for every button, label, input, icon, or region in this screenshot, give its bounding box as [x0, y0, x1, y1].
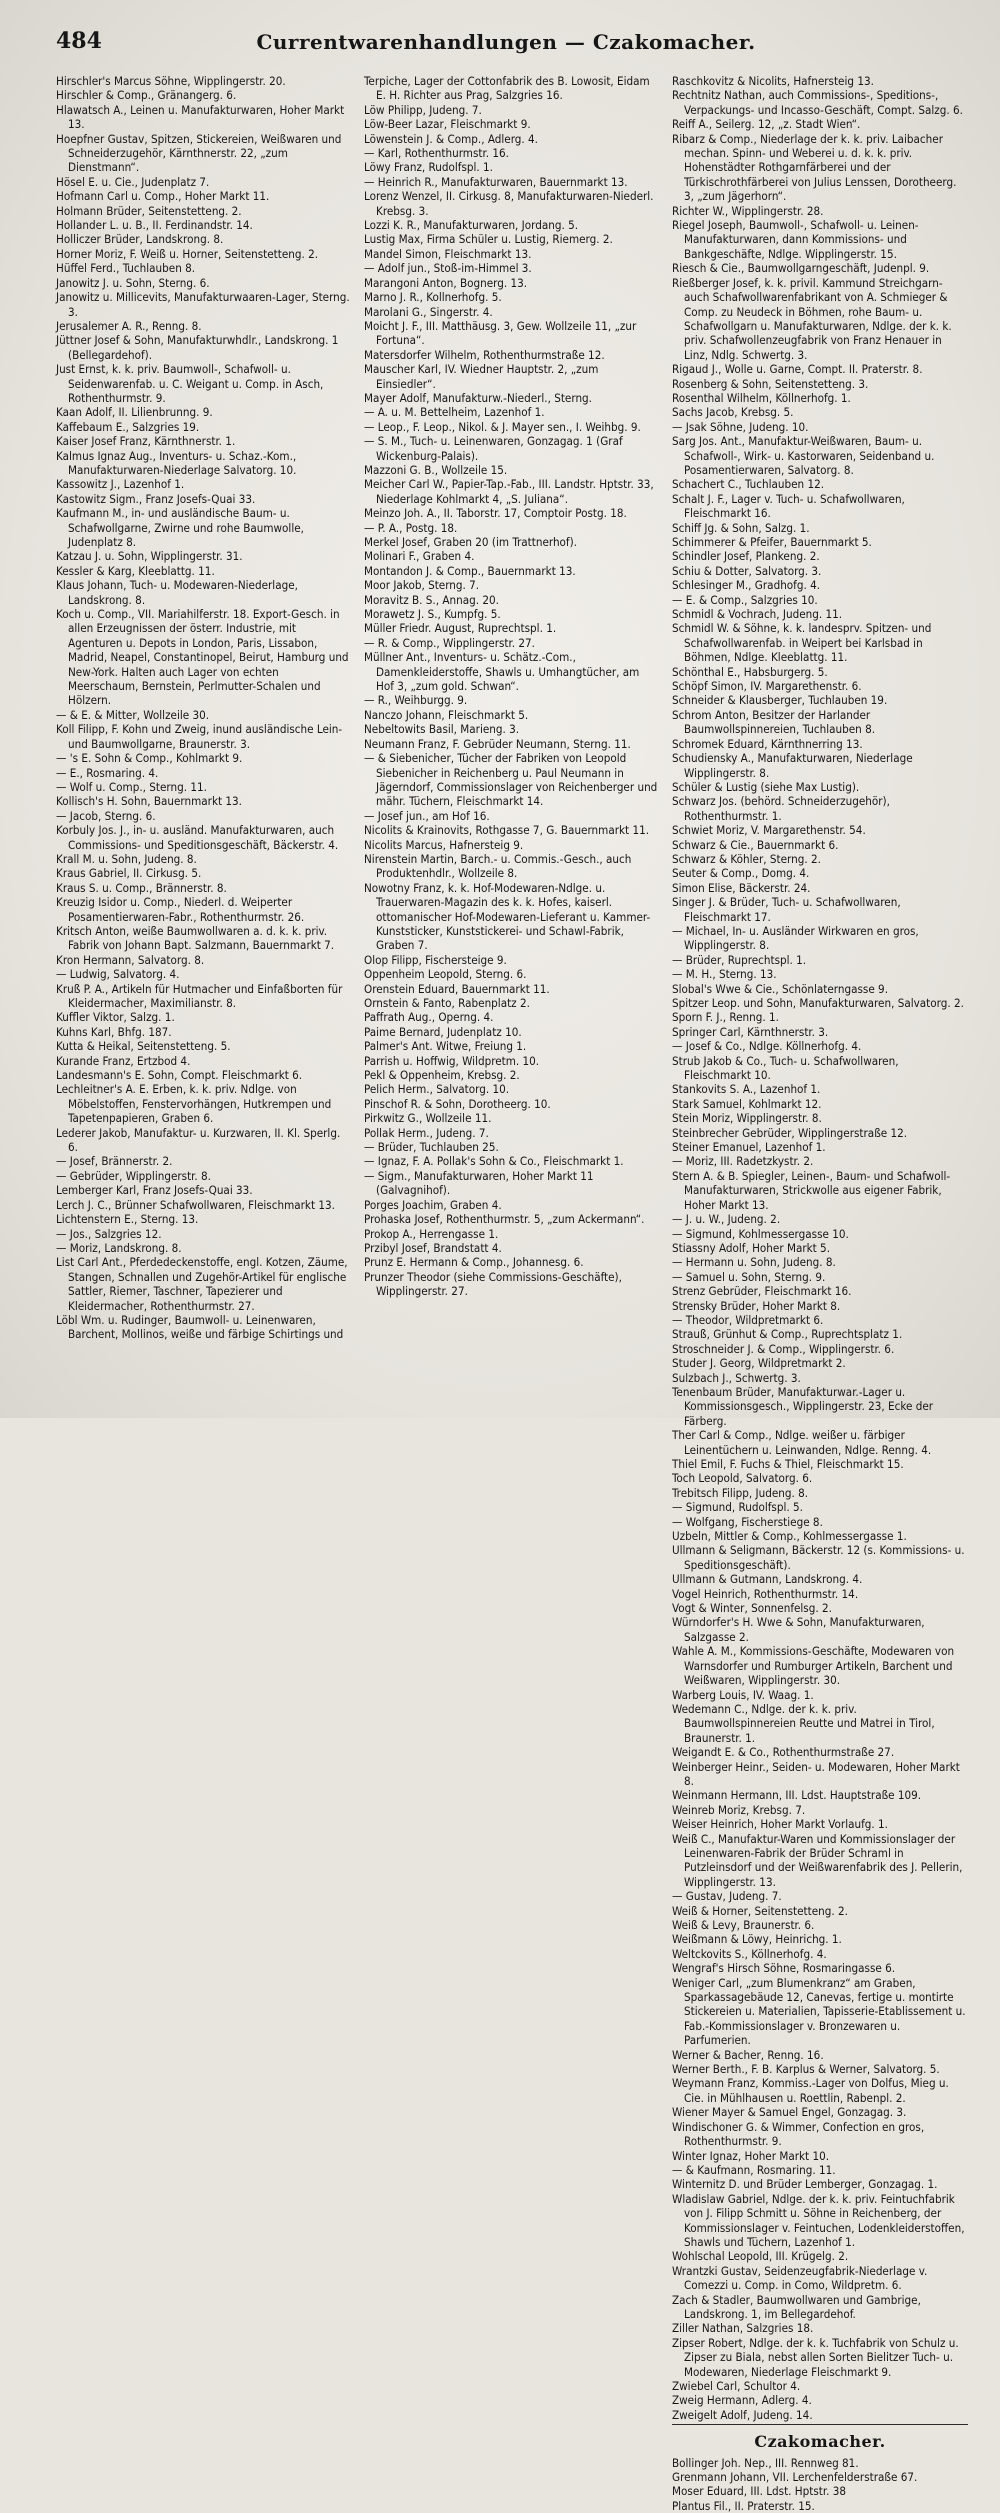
directory-entry: — Gustav, Judeng. 7.	[672, 1889, 782, 1904]
directory-entry: Schudiensky A., Manufakturwaren, Niederlage Wipplingerstr. 8.	[672, 751, 913, 780]
directory-entry: Schüler & Lustig (siehe Max Lustig).	[672, 779, 860, 794]
directory-entry: — & Kaufmann, Rosmaring. 11.	[672, 2162, 836, 2177]
directory-entry: Krall M. u. Sohn, Judeng. 8.	[56, 851, 197, 866]
directory-entry: Jerusalemer A. R., Renng. 8.	[56, 318, 202, 333]
directory-entry: Weinmann Hermann, III. Ldst. Hauptstraße 109.	[672, 1788, 922, 1803]
directory-entry: — R. & Comp., Wipplingerstr. 27.	[364, 635, 535, 650]
directory-entry: Mazzoni G. B., Wollzeile 15.	[364, 462, 508, 477]
directory-entry: Koll Filipp, F. Kohn und Zweig, inund ausländische Lein- und Baumwollgarne, Braunerstr. 3.	[56, 722, 343, 751]
directory-entry: Holliczer Brüder, Landskrong. 8.	[56, 232, 224, 247]
directory-entry: — Sigm., Manufakturwaren, Hoher Markt 11 (Galvagnihof).	[364, 1168, 594, 1198]
directory-entry: Ullmann & Gutmann, Landskrong. 4.	[672, 1572, 863, 1587]
directory-entry: Ziller Nathan, Salzgries 18.	[672, 2321, 814, 2336]
directory-entry: Kessler & Karg, Kleeblattg. 11.	[56, 563, 215, 578]
directory-entry: Sachs Jacob, Krebsg. 5.	[672, 405, 794, 420]
directory-entry: Weiß & Levy, Braunerstr. 6.	[672, 1918, 815, 1932]
directory-entry: Schindler Josef, Plankeng. 2.	[672, 549, 820, 564]
directory-entry: Kastowitz Sigm., Franz Josefs-Quai 33.	[56, 491, 256, 506]
directory-entry: Kreuzig Isidor u. Comp., Niederl. d. Weiperter Posamentierwaren-Fabr., Rothenthurmstr. 26.	[56, 895, 305, 924]
directory-entry: Nowotny Franz, k. k. Hof-Modewaren-Ndlge. u. Trauerwaren-Magazin des k. k. Hofes, kaiserl. ottomanischer Hof-Modewaren-Lieferant u. Kammer-Kunststicker, Kunststickerei- und Schawl-Fabrik, Graben 7.	[364, 880, 651, 953]
directory-entry: Hirschler & Comp., Gränangerg. 6.	[56, 88, 237, 103]
directory-entry: Vogel Heinrich, Rothenthurmstr. 14.	[672, 1586, 859, 1601]
directory-entry: Korbuly Jos. J., in- u. ausländ. Manufakturwaren, auch Commissions- und Speditionsgeschäft, Bäckerstr. 4.	[56, 823, 339, 852]
directory-entry: Kraus Gabriel, II. Cirkusg. 5.	[56, 866, 202, 881]
directory-entry: Stern A. & B. Spiegler, Leinen-, Baum- und Schafwoll-Manufakturwaren, Strickwolle aus eigener Fabrik, Hoher Markt 13.	[672, 1168, 951, 1212]
directory-entry: Marolani G., Singerstr. 4.	[364, 304, 493, 319]
directory-entry: Weigandt E. & Co., Rothenthurmstraße 27.	[672, 1745, 895, 1760]
directory-entry: Klaus Johann, Tuch- u. Modewaren-Niederlage, Landskrong. 8.	[56, 578, 298, 607]
directory-entry: Merkel Josef, Graben 20 (im Trattnerhof).	[364, 535, 577, 549]
directory-entry: Nanczo Johann, Fleischmarkt 5.	[364, 707, 529, 722]
directory-entry: Wahle A. M., Kommissions-Geschäfte, Modewaren von Warnsdorfer und Rumburger Artikeln, Barchent und Weißwaren, Wipplingerstr. 30.	[672, 1644, 955, 1688]
directory-entry: Terpiche, Lager der Cottonfabrik des B. Lowosit, Eidam E. H. Richter aus Prag, Salzgries 16.	[364, 74, 650, 103]
directory-entry: Richter W., Wipplingerstr. 28.	[672, 203, 824, 218]
directory-entry: Thiel Emil, F. Fuchs & Thiel, Fleischmarkt 15.	[672, 1457, 904, 1471]
directory-entry: Müller Friedr. August, Ruprechtspl. 1.	[364, 621, 557, 636]
directory-entry: Meicher Carl W., Papier-Tap.-Fab., III. Landstr. Hptstr. 33, Niederlage Kohlmarkt 4, „S. Juliana“.	[364, 477, 654, 506]
directory-entry: Bollinger Joh. Nep., III. Rennweg 81.	[672, 2455, 859, 2470]
directory-entry: Wladislaw Gabriel, Ndlge. der k. k. priv. Feintuchfabrik von J. Filipp Schmitt u. Söhne in Reichenberg, der Kommissionslager v. Feintuchen, Lodenkleiderstoffen, Shawls und Tüchern, Lazenhof 1.	[672, 2191, 965, 2249]
directory-entry: Löw-Beer Lazar, Fleischmarkt 9.	[364, 117, 531, 132]
directory-entry: Kaufmann M., in- und ausländische Baum- u. Schafwollgarne, Zwirne und rohe Baumwolle, Judenplatz 8.	[56, 506, 304, 549]
directory-entry: Landesmann's E. Sohn, Compt. Fleischmarkt 6.	[56, 1068, 303, 1083]
directory-entry: Hüffel Ferd., Tuchlauben 8.	[56, 261, 196, 276]
directory-entry: Riesch & Cie., Baumwollgarngeschäft, Judenpl. 9.	[672, 261, 930, 276]
directory-entry: Schmidl & Vochrach, Judeng. 11.	[672, 607, 843, 622]
directory-entry: Palmer's Ant. Witwe, Freiung 1.	[364, 1039, 527, 1054]
directory-entry: Schmidl W. & Söhne, k. k. landesprv. Spitzen- und Schafwollwarenfab. in Weipert bei Karlsbad in Böhmen, Ndlge. Kleeblattg. 11.	[672, 621, 932, 665]
directory-entry: Schrom Anton, Besitzer der Harlander Baumwollspinnereien, Tuchlauben 8.	[672, 707, 876, 737]
directory-entry: Singer J. & Brüder, Tuch- u. Schafwollwaren, Fleischmarkt 17.	[672, 895, 901, 924]
directory-entry: Stankovits S. A., Lazenhof 1.	[672, 1082, 821, 1097]
directory-entry: Löbl Wm. u. Rudinger, Baumwoll- u. Leinenwaren, Barchent, Mollinos, weiße und färbige Schirtings und	[56, 1312, 344, 1342]
directory-entry: Studer J. Georg, Wildpretmarkt 2.	[672, 1356, 846, 1371]
directory-entry: — Brüder, Ruprechtspl. 1.	[672, 952, 807, 967]
directory-entry: — Moriz, III. Radetzkystr. 2.	[672, 1154, 814, 1169]
directory-entry: Slobal's Wwe & Cie., Schönlaterngasse 9.	[672, 981, 889, 996]
directory-entry: Strenz Gebrüder, Fleischmarkt 16.	[672, 1284, 852, 1299]
directory-entry: Wohlschal Leopold, III. Krügelg. 2.	[672, 2249, 849, 2264]
directory-columns	[56, 74, 968, 2513]
directory-entry: Löw Philipp, Judeng. 7.	[364, 102, 482, 117]
directory-entry: Lorenz Wenzel, II. Cirkusg. 8, Manufakturwaren-Niederl. Krebsg. 3.	[364, 189, 654, 218]
directory-entry: Windischoner G. & Wimmer, Confection en gros, Rothenthurmstr. 9.	[672, 2119, 925, 2149]
directory-entry: — S. M., Tuch- u. Leinenwaren, Gonzagag. 1 (Graf Wickenburg-Palais).	[364, 434, 623, 463]
directory-entry: Uzbeln, Mittler & Comp., Kohlmessergasse 1.	[672, 1529, 907, 1544]
directory-entry: Rießberger Josef, k. k. privil. Kammund Streichgarn- auch Schafwollwarenfabrikant von A. Schmieger & Comp. zu Neudeck in Böhmen, rohe Baum- u. Schafwollgarn u. Manufakturwaren, Ndlge. der k. k. priv. Schafwollenzeugfabrik von Franz Henauer in Linz, Ndlg. Schwertg. 3.	[672, 275, 952, 362]
directory-entry: — Josef jun., am Hof 16.	[364, 808, 490, 823]
directory-entry: Müllner Ant., Inventurs- u. Schätz.-Com., Damenkleiderstoffe, Shawls u. Umhangtücher, am Hof 3, „zum gold. Schwan“.	[364, 650, 640, 694]
directory-entry: Molinari F., Graben 4.	[364, 549, 475, 564]
directory-entry: Schwarz & Köhler, Sterng. 2.	[672, 851, 821, 866]
directory-entry: Kritsch Anton, weiße Baumwollwaren a. d. k. k. priv. Fabrik von Johann Bapt. Salzmann, Bauernmarkt 7.	[56, 923, 335, 953]
column-1	[56, 74, 352, 1394]
directory-entry: Riegel Joseph, Baumwoll-, Schafwoll- u. Leinen-Manufakturwaren, dann Kommissions- und Bankgeschäfte, Ndlge. Wipplingerstr. 15.	[672, 218, 919, 261]
directory-entry: Sulzbach J., Schwertg. 3.	[672, 1370, 801, 1385]
directory-entry: Zach & Stadler, Baumwollwaren und Gambrige, Landskrong. 1, im Bellegardehof.	[672, 2292, 921, 2321]
directory-entry: Lerch J. C., Brünner Schafwollwaren, Fleischmarkt 13.	[56, 1197, 335, 1212]
directory-entry: Oppenheim Leopold, Sterng. 6.	[364, 967, 527, 982]
directory-entry: Kraus S. u. Comp., Brännerstr. 8.	[56, 880, 227, 895]
directory-entry: Janowitz J. u. Sohn, Sterng. 6.	[56, 275, 210, 290]
directory-entry: Paffrath Aug., Operng. 4.	[364, 1010, 494, 1025]
directory-entry: Olop Filipp, Fischersteige 9.	[364, 952, 507, 967]
directory-entry: Warberg Louis, IV. Waag. 1.	[672, 1687, 814, 1702]
directory-entry: Springer Carl, Kärnthnerstr. 3.	[672, 1024, 829, 1039]
directory-entry: Tenenbaum Brüder, Manufakturwar.-Lager u. Kommissionsgesch., Wipplingerstr. 23, Ecke der Färberg.	[672, 1384, 934, 1428]
directory-entry: Prokop A., Herrengasse 1.	[364, 1226, 499, 1241]
directory-entry: Kollisch's H. Sohn, Bauernmarkt 13.	[56, 794, 242, 809]
directory-entry: Prunz E. Hermann & Comp., Johannesg. 6.	[364, 1255, 584, 1270]
directory-entry: Schimmerer & Pfeifer, Bauernmarkt 5.	[672, 535, 872, 549]
directory-entry: Weißmann & Löwy, Heinrichg. 1.	[672, 1932, 842, 1947]
directory-entry: Rigaud J., Wolle u. Garne, Compt. II. Praterstr. 8.	[672, 362, 923, 377]
directory-entry: Just Ernst, k. k. priv. Baumwoll-, Schafwoll- u. Seidenwarenfab. u. C. Weigant u. Comp. in Asch, Rothenthurmstr. 9.	[56, 362, 324, 405]
directory-entry: Zweigelt Adolf, Judeng. 14.	[672, 2407, 813, 2422]
directory-entry: Moravitz B. S., Annag. 20.	[364, 592, 499, 607]
directory-entry: Strub Jakob & Co., Tuch- u. Schafwollwaren, Fleischmarkt 10.	[672, 1053, 899, 1083]
directory-entry: Nicolits & Krainovits, Rothgasse 7, G. Bauernmarkt 11.	[364, 823, 650, 838]
directory-entry: — Adolf jun., Stoß-im-Himmel 3.	[364, 261, 532, 276]
directory-entry: Löwenstein J. & Comp., Adlerg. 4.	[364, 131, 538, 146]
directory-entry: Lichtenstern E., Sterng. 13.	[56, 1212, 199, 1227]
section-divider	[672, 2424, 968, 2425]
directory-entry: Neumann Franz, F. Gebrüder Neumann, Sterng. 11.	[364, 736, 631, 751]
directory-entry: Lustig Max, Firma Schüler u. Lustig, Riemerg. 2.	[364, 232, 613, 247]
directory-entry: Nicolits Marcus, Hafnersteig 9.	[364, 837, 524, 852]
directory-entry: Mayer Adolf, Manufakturw.-Niederl., Sterng.	[364, 390, 592, 405]
directory-entry: Löwy Franz, Rudolfspl. 1.	[364, 160, 493, 175]
directory-entry: — M. H., Sterng. 13.	[672, 967, 777, 982]
directory-entry: Moser Eduard, III. Ldst. Hptstr. 38	[672, 2484, 846, 2499]
directory-entry: Horner Moriz, F. Weiß u. Horner, Seitenstetteng. 2.	[56, 246, 319, 261]
directory-entry: — Leop., F. Leop., Nikol. & J. Mayer sen., I. Weihbg. 9.	[364, 419, 641, 434]
directory-entry: Kuffler Viktor, Salzg. 1.	[56, 1010, 175, 1025]
directory-entry: Hollander L. u. B., II. Ferdinandstr. 14.	[56, 218, 253, 233]
directory-entry: — Michael, In- u. Ausländer Wirkwaren en gros, Wipplingerstr. 8.	[672, 923, 919, 953]
directory-entry: Koch u. Comp., VII. Mariahilferstr. 18. Export-Gesch. in allen Erzeugnissen der österr. Industrie, mit Agenturen u. Depots in London, Paris, Lissabon, Madrid, Neapel, Constantinopel, Beirut, Hamburg und New-York. Halten auch Lager von echten Meerschaum, Bernstein, Perlmutter-Schalen und Hölzern.	[56, 607, 349, 708]
directory-entry: Rosenthal Wilhelm, Köllnerhofg. 1.	[672, 390, 851, 405]
directory-entry: Parrish u. Hoffwig, Wildpretm. 10.	[364, 1053, 540, 1068]
directory-entry: Sarg Jos. Ant., Manufaktur-Weißwaren, Baum- u. Schafwoll-, Wirk- u. Kastorwaren, Seidenband u. Posamentierwaren, Salvatorg. 8.	[672, 434, 935, 477]
directory-entry: Pirkwitz G., Wollzeile 11.	[364, 1111, 492, 1126]
directory-entry: Hlawatsch A., Leinen u. Manufakturwaren, Hoher Markt 13.	[56, 102, 345, 132]
directory-entry: Ullmann & Seligmann, Bäckerstr. 12 (s. Kommissions- u. Speditionsgeschäft).	[672, 1543, 965, 1572]
directory-entry: Schachert C., Tuchlauben 12.	[672, 477, 825, 492]
directory-entry: Kaffebaum E., Salzgries 19.	[56, 419, 200, 434]
directory-entry: Kutta & Heikal, Seitenstetteng. 5.	[56, 1039, 231, 1054]
directory-entry: Katzau J. u. Sohn, Wipplingerstr. 31.	[56, 549, 243, 564]
directory-entry: Kassowitz J., Lazenhof 1.	[56, 477, 185, 492]
directory-entry: Kron Hermann, Salvatorg. 8.	[56, 952, 205, 967]
directory-entry: Marno J. R., Kollnerhofg. 5.	[364, 290, 502, 305]
directory-entry: Kaan Adolf, II. Lilienbrunng. 9.	[56, 405, 213, 420]
directory-entry: Wrantzki Gustav, Seidenzeugfabrik-Niederlage v. Comezzi u. Comp. in Como, Wildpretm. 6.	[672, 2263, 928, 2293]
directory-entry: Seuter & Comp., Domg. 4.	[672, 866, 810, 881]
directory-entry: Weltckovits S., Köllnerhofg. 4.	[672, 1946, 827, 1961]
directory-entry: — R., Weihburgg. 9.	[364, 693, 468, 708]
directory-entry: Schlesinger M., Gradhofg. 4.	[672, 578, 821, 593]
directory-entry: Jüttner Josef & Sohn, Manufakturwhdlr., Landskrong. 1 (Bellegardehof).	[56, 333, 339, 362]
directory-entry: Prunzer Theodor (siehe Commissions-Geschäfte), Wipplingerstr. 27.	[364, 1269, 622, 1299]
directory-entry: — Sigmund, Rudolfspl. 5.	[672, 1500, 803, 1515]
directory-entry: Ornstein & Fanto, Rabenplatz 2.	[364, 996, 530, 1010]
directory-entry: Morawetz J. S., Kumpfg. 5.	[364, 607, 501, 622]
page-header	[56, 28, 956, 62]
directory-entry: Schwarz & Cie., Bauernmarkt 6.	[672, 837, 839, 852]
directory-entry: Werner & Bacher, Renng. 16.	[672, 2047, 824, 2062]
directory-entry: Kurande Franz, Ertzbod 4.	[56, 1053, 191, 1068]
directory-entry: Mandel Simon, Fleischmarkt 13.	[364, 246, 532, 261]
directory-entry: Weinberger Heinr., Seiden- u. Modewaren, Hoher Markt 8.	[672, 1759, 960, 1788]
directory-entry: Werner Berth., F. B. Karplus & Werner, Salvatorg. 5.	[672, 2062, 940, 2077]
directory-entry: — J. u. W., Judeng. 2.	[672, 1212, 781, 1227]
directory-entry: Ther Carl & Comp., Ndlge. weißer u. färbiger Leinentüchern u. Leinwanden, Ndlge. Renng. 4.	[672, 1428, 932, 1457]
directory-entry: — Theodor, Wildpretmarkt 6.	[672, 1312, 824, 1327]
directory-entry: Zweig Hermann, Adlerg. 4.	[672, 2393, 812, 2408]
directory-entry: Steiner Emanuel, Lazenhof 1.	[672, 1140, 826, 1155]
directory-entry: Paime Bernard, Judenplatz 10.	[364, 1024, 522, 1039]
directory-entry: — A. u. M. Bettelheim, Lazenhof 1.	[364, 405, 545, 420]
directory-entry: Raschkovitz & Nicolits, Hafnersteig 13.	[672, 74, 874, 88]
directory-entry: Prohaska Josef, Rothenthurmstr. 5, „zum Ackermann“.	[364, 1212, 645, 1227]
section-heading: Czakomacher.	[754, 2432, 886, 2452]
directory-entry: Zwiebel Carl, Schultor 4.	[672, 2379, 801, 2393]
directory-entry: Montandon J. & Comp., Bauernmarkt 13.	[364, 563, 576, 578]
directory-entry: Wengraf's Hirsch Söhne, Rosmaringasse 6.	[672, 1961, 896, 1976]
directory-entry: — Samuel u. Sohn, Sterng. 9.	[672, 1269, 826, 1284]
directory-entry: Stroschneider J. & Comp., Wipplingerstr. 6.	[672, 1341, 895, 1356]
directory-entry: Weymann Franz, Kommiss.-Lager von Dolfus, Mieg u. Cie. in Mühlhausen u. Roettlin, Rabenpl. 2.	[672, 2076, 949, 2105]
directory-entry: — Wolf u. Comp., Sterng. 11.	[56, 779, 207, 794]
directory-entry: — Moriz, Landskrong. 8.	[56, 1240, 182, 1255]
directory-entry: Nebeltowits Basil, Marieng. 3.	[364, 722, 520, 737]
directory-entry: Pinschof R. & Sohn, Dorotheerg. 10.	[364, 1096, 551, 1111]
directory-entry: Trebitsch Filipp, Judeng. 8.	[672, 1485, 809, 1500]
directory-entry: List Carl Ant., Pferdedeckenstoffe, engl. Kotzen, Zäume, Stangen, Schnallen und Zugehör-Artikel für englische Sattler, Riemer, Taschner, Tapezierer und Kleidermacher, Rothenthurmstr. 27.	[56, 1255, 348, 1313]
directory-entry: Simon Elise, Bäckerstr. 24.	[672, 880, 811, 895]
directory-entry: Moor Jakob, Sterng. 7.	[364, 578, 480, 593]
directory-entry: Kaiser Josef Franz, Kärnthnerstr. 1.	[56, 434, 236, 449]
directory-entry: Mauscher Karl, IV. Wiedner Hauptstr. 2, „zum Einsiedler“.	[364, 362, 599, 391]
directory-entry: — & Siebenicher, Tücher der Fabriken von Leopold Siebenicher in Reichenberg u. Paul Neumann in Jägerndorf, Commissionslager von Reichenberger und mähr. Tüchern, Fleischmarkt 14.	[364, 751, 658, 809]
directory-entry: — Karl, Rothenthurmstr. 16.	[364, 146, 509, 161]
directory-entry: Stiassny Adolf, Hoher Markt 5.	[672, 1240, 831, 1255]
directory-entry: Plantus Fil., II. Praterstr. 15.	[672, 2498, 815, 2513]
directory-entry: Kuhns Karl, Bhfg. 187.	[56, 1024, 172, 1039]
directory-entry: Strensky Brüder, Hoher Markt 8.	[672, 1298, 841, 1313]
directory-entry: Rosenberg & Sohn, Seitenstetteng. 3.	[672, 376, 869, 391]
directory-entry: — Ignaz, F. A. Pollak's Sohn & Co., Fleischmarkt 1.	[364, 1154, 624, 1169]
directory-entry: Schiff Jg. & Sohn, Salzg. 1.	[672, 520, 810, 535]
directory-entry: — P. A., Postg. 18.	[364, 520, 458, 535]
directory-entry: — Wolfgang, Fischerstiege 8.	[672, 1514, 823, 1529]
directory-entry: Grenmann Johann, VII. Lerchenfelderstraße 67.	[672, 2470, 918, 2485]
directory-entry: — E. & Comp., Salzgries 10.	[672, 592, 818, 607]
directory-entry: — Gebrüder, Wipplingerstr. 8.	[56, 1168, 211, 1183]
column-2	[364, 74, 660, 1394]
directory-entry: Kruß P. A., Artikeln für Hutmacher und Einfaßborten für Kleidermacher, Maximilianstr. 8.	[56, 981, 343, 1010]
directory-entry: — Sigmund, Kohlmessergasse 10.	[672, 1226, 849, 1241]
directory-entry: Przibyl Josef, Brandstatt 4.	[364, 1240, 502, 1255]
directory-entry: Lederer Jakob, Manufaktur- u. Kurzwaren, II. Kl. Sperlg. 6.	[56, 1125, 341, 1155]
directory-entry: Pelich Herm., Salvatorg. 10.	[364, 1082, 510, 1097]
directory-entry: Schromek Eduard, Kärnthnerring 13.	[672, 736, 863, 751]
directory-entry: — Jacob, Sterng. 6.	[56, 808, 156, 823]
directory-entry: Schwiet Moriz, V. Margarethenstr. 54.	[672, 823, 866, 838]
directory-entry: Janowitz u. Millicevits, Manufakturwaaren-Lager, Sterng. 3.	[56, 290, 350, 319]
directory-entry: Orenstein Eduard, Bauernmarkt 11.	[364, 981, 550, 996]
directory-entry: Hirschler's Marcus Söhne, Wipplingerstr. 20.	[56, 74, 286, 88]
directory-entry: Zipser Robert, Ndlge. der k. k. Tuchfabrik von Schulz u. Zipser zu Biala, nebst allen Sorten Bielitzer Tuch- u. Modewaren, Niederlage Fleischmarkt 9.	[672, 2335, 959, 2379]
page-number: 484	[56, 28, 102, 54]
directory-entry: Weiser Heinrich, Hoher Markt Vorlaufg. 1.	[672, 1817, 888, 1832]
directory-entry: Rechtnitz Nathan, auch Commissions-, Speditions-, Verpackungs- und Incasso-Geschäft, Compt. Salzg. 6.	[672, 88, 963, 117]
running-title: Currentwarenhandlungen — Czakomacher.	[256, 30, 756, 54]
directory-entry: Holmann Brüder, Seitenstetteng. 2.	[56, 203, 242, 218]
directory-entry: — Heinrich R., Manufakturwaren, Bauernmarkt 13.	[364, 174, 628, 189]
directory-entry: Winternitz D. und Brüder Lemberger, Gonzagag. 1.	[672, 2177, 938, 2192]
directory-entry: Spitzer Leop. und Sohn, Manufakturwaren, Salvatorg. 2.	[672, 996, 964, 1010]
directory-entry: Lechleitner's A. E. Erben, k. k. priv. Ndlge. von Möbelstoffen, Fenstervorhängen, Hutkrempen und Tapetenpapieren, Graben 6.	[56, 1082, 332, 1126]
directory-entry: Toch Leopold, Salvatorg. 6.	[672, 1471, 813, 1486]
directory-entry: Reiff A., Seilerg. 12, „z. Stadt Wien“.	[672, 117, 861, 132]
directory-entry: Schwarz Jos. (behörd. Schneiderzugehör), Rothenthurmstr. 1.	[672, 794, 890, 823]
directory-entry: Schneider & Klausberger, Tuchlauben 19.	[672, 693, 888, 708]
directory-entry: Wedemann C., Ndlge. der k. k. priv. Baumwollspinnereien Reutte und Matrei in Tirol, Braunerstr. 1.	[672, 1701, 935, 1745]
directory-entry: Matersdorfer Wilhelm, Rothenthurmstraße 12.	[364, 347, 605, 362]
directory-entry: Stein Moriz, Wipplingerstr. 8.	[672, 1111, 822, 1126]
directory-entry: Stark Samuel, Kohlmarkt 12.	[672, 1096, 822, 1111]
directory-entry: Lemberger Karl, Franz Josefs-Quai 33.	[56, 1183, 253, 1198]
column-3	[672, 74, 968, 2513]
directory-entry: Hofmann Carl u. Comp., Hoher Markt 11.	[56, 189, 270, 204]
directory-entry: — Jos., Salzgries 12.	[56, 1226, 162, 1241]
directory-entry: Weiß & Horner, Seitenstetteng. 2.	[672, 1903, 848, 1918]
directory-entry: — & E. & Mitter, Wollzeile 30.	[56, 707, 210, 722]
directory-entry: Strauß, Grünhut & Comp., Ruprechtsplatz 1.	[672, 1327, 903, 1342]
directory-entry: Ribarz & Comp., Niederlage der k. k. priv. Laibacher mechan. Spinn- und Weberei u. d. k. k. priv. Hohenstädter Rothgarnfärberei und der Türkischrothfärberei von Julius Lenssen, Dorotheerg. 3, „zum Jägerhorn“.	[672, 131, 957, 204]
directory-entry: Meinzo Joh. A., II. Taborstr. 17, Comptoir Postg. 18.	[364, 506, 627, 521]
directory-entry: — Hermann u. Sohn, Judeng. 8.	[672, 1255, 836, 1270]
directory-entry: — Josef & Co., Ndlge. Köllnerhofg. 4.	[672, 1039, 862, 1054]
directory-entry: — 's E. Sohn & Comp., Kohlmarkt 9.	[56, 751, 243, 766]
directory-entry: Weiß C., Manufaktur-Waren und Kommissionslager der Leinenwaren-Fabrik der Brüder Schraml in Putzleinsdorf und der Weißwarenfabrik des J. Pellerin, Wipplingerstr. 13.	[672, 1831, 963, 1889]
directory-entry: Weinreb Moriz, Krebsg. 7.	[672, 1802, 806, 1817]
directory-entry: Pollak Herm., Judeng. 7.	[364, 1125, 489, 1140]
directory-entry: Schalt J. F., Lager v. Tuch- u. Schafwollwaren, Fleischmarkt 16.	[672, 491, 905, 521]
directory-entry: — E., Rosmaring. 4.	[56, 765, 159, 780]
directory-entry: Winter Ignaz, Hoher Markt 10.	[672, 2148, 830, 2163]
directory-entry: — Jsak Söhne, Judeng. 10.	[672, 419, 809, 434]
directory-entry: Wiener Mayer & Samuel Engel, Gonzagag. 3.	[672, 2105, 907, 2120]
directory-entry: Hoepfner Gustav, Spitzen, Stickereien, Weißwaren und Schneiderzugehör, Kärnthnerstr. 22, „zum Dienstmann“.	[56, 131, 342, 175]
directory-entry: Moicht J. F., III. Matthäusg. 3, Gew. Wollzeile 11, „zur Fortuna“.	[364, 318, 637, 348]
directory-entry: Würndorfer's H. Wwe & Sohn, Manufakturwaren, Salzgasse 2.	[672, 1615, 925, 1644]
directory-entry: Schönthal E., Habsburgerg. 5.	[672, 664, 828, 679]
directory-entry: Steinbrecher Gebrüder, Wipplingerstraße 12.	[672, 1125, 908, 1140]
directory-entry: — Brüder, Tuchlauben 25.	[364, 1140, 499, 1155]
directory-entry: Schiu & Dotter, Salvatorg. 3.	[672, 563, 822, 578]
directory-entry: — Josef, Brännerstr. 2.	[56, 1154, 173, 1169]
directory-entry: Nirenstein Martin, Barch.- u. Commis.-Gesch., auch Produktenhdlr., Wollzeile 8.	[364, 851, 632, 881]
directory-entry: Schöpf Simon, IV. Margarethenstr. 6.	[672, 679, 862, 694]
directory-entry: Sporn F. J., Renng. 1.	[672, 1010, 779, 1025]
directory-entry: Pekl & Oppenheim, Krebsg. 2.	[364, 1068, 520, 1083]
directory-entry: Marangoni Anton, Bognerg. 13.	[364, 275, 528, 290]
directory-entry: — Ludwig, Salvatorg. 4.	[56, 967, 180, 982]
directory-entry: Hösel E. u. Cie., Judenplatz 7.	[56, 174, 210, 189]
directory-entry: Porges Joachim, Graben 4.	[364, 1197, 502, 1212]
directory-entry: Lozzi K. R., Manufakturwaren, Jordang. 5.	[364, 218, 579, 233]
directory-entry: Weniger Carl, „zum Blumenkranz“ am Graben, Sparkassagebäude 12, Canevas, fertige u. montirte Stickereien u. Materialien, Tapisserie-Etablissement u. Fab.-Kommissionslager v. Bronzewaren u. Parfumerien.	[672, 1975, 966, 2048]
directory-entry: Kalmus Ignaz Aug., Inventurs- u. Schaz.-Kom., Manufakturwaren-Niederlage Salvatorg. 10.	[56, 448, 297, 477]
directory-entry: Vogt & Winter, Sonnenfelsg. 2.	[672, 1601, 832, 1616]
